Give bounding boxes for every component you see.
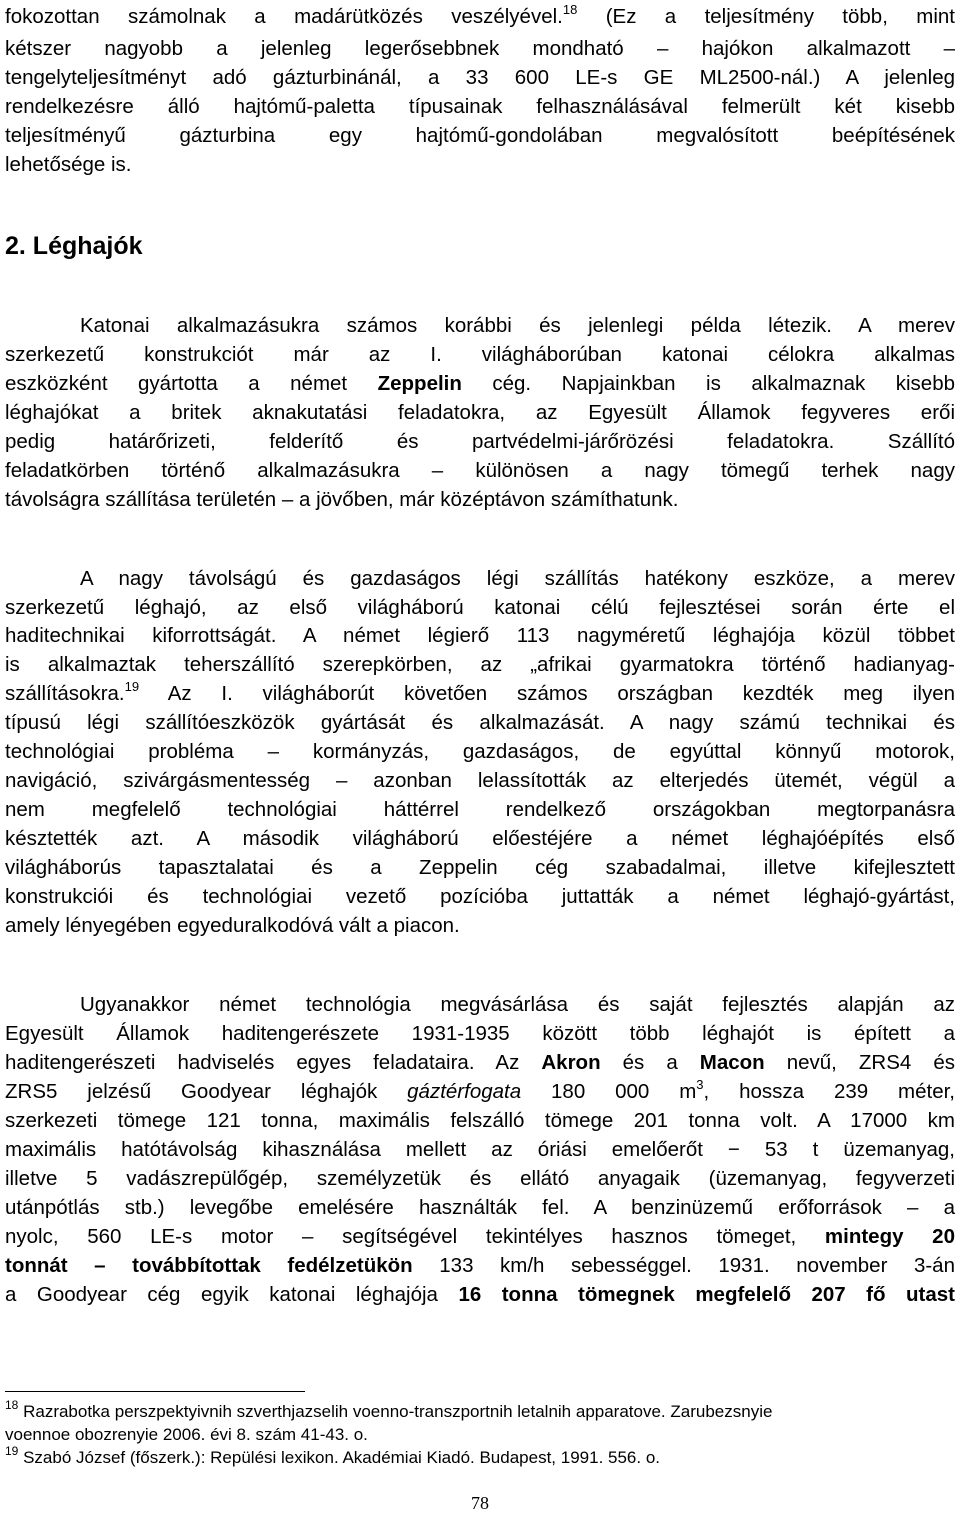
body-text-line: feladatkörben történő alkalmazásukra – különösen a nagy tömegű terhek nagy [5, 459, 955, 482]
body-text-line: fokozottan számolnak a madárütközés veszélyével.$^{18}$ (Ez a teljesítmény több, mint [5, 2, 955, 28]
page-number: 78 [471, 1493, 489, 1513]
body-text-line: nem megfelelő technológiai háttérrel rendelkező országokban megtorpanásra [5, 798, 955, 821]
body-text-line: késztették azt. A második világháború előestéjére a német léghajóépítés első [5, 827, 955, 850]
body-text-line: maximális hatótávolság kihasználása mellett az óriási emelőerőt − 53 t üzemanyag, [5, 1138, 955, 1161]
body-text-line: eszközként gyártotta a német Zeppelin cég. Napjainkban is alkalmaznak kisebb [5, 372, 956, 395]
body-text-line: ZRS5 jelzésű Goodyear léghajók gáztérfogata 180 000 $m^3$, hossza 239 méter, [5, 1077, 956, 1103]
footnote-divider [5, 1391, 305, 1392]
body-text-line: rendelkezésre álló hajtómű-paletta típusainak felhasználásával felmerült két kisebb [5, 95, 955, 118]
body-text-line: szerkezetű léghajó, az első világháború katonai célú fejlesztései során érte el [5, 596, 955, 619]
body-text-line: pedig határőrizeti, felderítő és partvédelmi-járőrözési feladatokra. Szállító [5, 430, 955, 453]
body-text-line: Egyesült Államok haditengerészete 1931-1935 között több léghajót is épített a [5, 1022, 955, 1045]
body-text-line: szerkezeti tömege 121 tonna, maximális felszálló tömege 201 tonna volt. A 17000 km [5, 1109, 955, 1132]
body-text-line: világháborús tapasztalatai és a Zeppelin cég szabadalmai, illetve kifejlesztett [5, 856, 955, 879]
body-text-line: is alkalmaztak teherszállító szerepkörben, az „afrikai gyarmatokra történő hadianyag- [5, 653, 955, 676]
body-text-line: technológiai probléma – kormányzás, gazdaságos, de egyúttal könnyű motorok, [5, 740, 955, 763]
body-text-line: kétszer nagyobb a jelenleg legerősebbnek mondható – hajókon alkalmazott – [5, 37, 955, 60]
body-text-line: haditengerészeti hadviselés egyes feladataira. Az Akron és a Macon nevű, ZRS4 és [5, 1051, 955, 1074]
footnote-ref: 19 [124, 679, 140, 694]
body-text-line: konstrukciói és technológiai vezető pozícióba juttatták a német léghajó-gyártást, [5, 885, 955, 908]
body-text-line: illetve 5 vadászrepülőgép, személyzetük és ellátó anyagaik (üzemanyag, fegyverzeti [5, 1167, 955, 1190]
footnote-ref: 18 [562, 2, 578, 17]
body-text-line: szerkezetű konstrukciót már az I. világháborúban katonai célokra alkalmas [5, 343, 955, 366]
body-text-line: Ugyanakkor német technológia megvásárlása és saját fejlesztés alapján az [80, 993, 955, 1016]
superscript: 3 [696, 1077, 704, 1092]
body-text-line: léghajókat a britek aknakutatási feladatokra, az Egyesült Államok fegyveres erői [5, 401, 955, 424]
body-text-line: lehetősége is. [5, 153, 132, 176]
body-text-line: teljesítményű gázturbina egy hajtómű-gondolában megvalósított beépítésének [5, 124, 955, 147]
body-text-line: tonnát – továbbítottak fedélzetükön 133 km/h sebességgel. 1931. november 3-án [5, 1254, 955, 1277]
body-text-line: Katonai alkalmazásukra számos korábbi és jelenlegi példa létezik. A merev [80, 314, 955, 337]
body-text-line: amely lényegében egyeduralkodóvá vált a piacon. [5, 914, 460, 937]
section-heading: 2. Léghajók [5, 232, 143, 260]
footnote: $^{18}$ Razrabotka perszpektyivnih szverthjazselih voenno-transzportnih letalnih apparatove. Zarubezsnyie [5, 1398, 773, 1421]
body-text-line: szállításokra.$^{19}$ Az I. világháborút követően számos országban kezdték meg ilyen [5, 679, 955, 705]
body-text-line: tengelyteljesítményt adó gázturbinánál, a 33 600 LE-s GE ML2500-nál.) A jelenleg [5, 66, 955, 89]
footnote: $^{19}$ Szabó József (főszerk.): Repülési lexikon. Akadémiai Kiadó. Budapest, 1991. 556. o. [5, 1444, 661, 1467]
body-text-line: nyolc, 560 LE-s motor – segítségével tekintélyes hasznos tömeget, mintegy 20 [5, 1225, 955, 1248]
body-text-line: a Goodyear cég egyik katonai léghajója 16 tonna tömegnek megfelelő 207 fő utast [5, 1283, 955, 1306]
body-text-line: haditechnikai kiforrottságát. A német légierő 113 nagyméretű léghajója közül többet [5, 624, 955, 647]
body-text-line: típusú légi szállítóeszközök gyártását és alkalmazását. A nagy számú technikai és [5, 711, 955, 734]
body-text-line: navigáció, szivárgásmentesség – azonban lelassították az elterjedés ütemét, végül a [5, 769, 955, 792]
body-text-line: távolságra szállítása területén – a jövőben, már középtávon számíthatunk. [5, 488, 679, 511]
footnote: voennoe obozrenyie 2006. évi 8. szám 41-43. o. [5, 1425, 368, 1444]
body-text-line: A nagy távolságú és gazdaságos légi szállítás hatékony eszköze, a merev [80, 567, 955, 590]
body-text-line: utánpótlás stb.) levegőbe emelésére használták fel. A benzinüzemű erőforrások – a [5, 1196, 955, 1219]
